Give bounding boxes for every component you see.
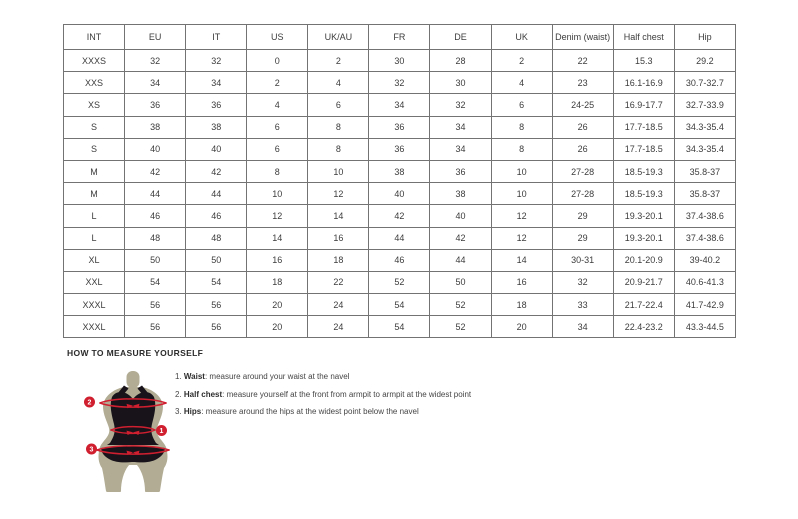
table-cell: 40 (186, 138, 247, 160)
step-number: 2. (175, 389, 184, 399)
table-cell: 26 (552, 138, 613, 160)
table-cell: 50 (430, 271, 491, 293)
table-cell: 36 (125, 94, 186, 116)
table-cell: 21.7-22.4 (613, 294, 674, 316)
table-cell: 32 (430, 94, 491, 116)
table-cell: 36 (186, 94, 247, 116)
table-cell: 30 (430, 72, 491, 94)
measure-body (67, 366, 471, 498)
table-cell: 30 (369, 50, 430, 72)
table-cell: L (64, 205, 125, 227)
table-cell: 29 (552, 227, 613, 249)
measure-step (175, 403, 471, 421)
table-cell: XL (64, 249, 125, 271)
table-cell: 18 (247, 271, 308, 293)
table-cell: XXL (64, 271, 125, 293)
table-cell: 52 (369, 271, 430, 293)
table-cell: 34.3-35.4 (674, 138, 735, 160)
table-cell: 42 (125, 160, 186, 182)
table-cell: 4 (491, 72, 552, 94)
table-cell: 56 (125, 294, 186, 316)
table-cell: 6 (247, 138, 308, 160)
step-label: Hips (183, 407, 202, 416)
measure-steps (175, 368, 471, 498)
table-row (64, 316, 736, 338)
table-cell: 50 (125, 249, 186, 271)
table-cell: S (64, 138, 125, 160)
table-cell: 8 (308, 138, 369, 160)
table-cell: 30.7-32.7 (674, 72, 735, 94)
table-row (64, 116, 736, 138)
table-cell: 14 (247, 227, 308, 249)
table-cell: S (64, 116, 125, 138)
table-cell: 38 (125, 116, 186, 138)
table-cell: 8 (491, 116, 552, 138)
table-cell: 41.7-42.9 (674, 294, 735, 316)
table-cell: 30-31 (552, 249, 613, 271)
table-cell: 19.3-20.1 (613, 227, 674, 249)
table-cell: 34 (552, 316, 613, 338)
table-cell: 12 (308, 183, 369, 205)
table-cell: 10 (247, 183, 308, 205)
measure-step (175, 368, 471, 386)
column-header: UK/AU (308, 25, 369, 50)
table-row (64, 227, 736, 249)
column-header: UK (491, 25, 552, 50)
table-cell: 18.5-19.3 (613, 183, 674, 205)
step-label: Half chest (183, 389, 223, 399)
table-cell: 16.9-17.7 (613, 94, 674, 116)
table-cell: 22 (552, 50, 613, 72)
badge-1-number: 1 (159, 428, 164, 436)
table-cell: 34.3-35.4 (674, 116, 735, 138)
table-row (64, 50, 736, 72)
table-cell: 8 (491, 138, 552, 160)
table-cell: 50 (186, 249, 247, 271)
table-row (64, 205, 736, 227)
table-cell: 14 (491, 249, 552, 271)
table-cell: 46 (125, 205, 186, 227)
column-header: DE (430, 25, 491, 50)
table-cell: XXS (64, 72, 125, 94)
step-text: : measure around your waist at the navel (204, 372, 350, 381)
table-cell: XXXL (64, 316, 125, 338)
table-cell: M (64, 183, 125, 205)
table-cell: 22 (308, 271, 369, 293)
table-cell: 56 (186, 316, 247, 338)
table-cell: 17.7-18.5 (613, 138, 674, 160)
table-cell: 52 (430, 316, 491, 338)
step-text: : measure yourself at the front from armpit to armpit at the widest point (222, 389, 472, 399)
table-cell: 20 (247, 294, 308, 316)
table-cell: 54 (369, 316, 430, 338)
table-cell: 10 (491, 183, 552, 205)
table-cell: M (64, 160, 125, 182)
table-cell: 32 (186, 50, 247, 72)
table-cell: 56 (125, 316, 186, 338)
table-cell: 54 (369, 294, 430, 316)
badge-2-number: 2 (87, 399, 92, 407)
table-cell: 43.3-44.5 (674, 316, 735, 338)
table-cell: XS (64, 94, 125, 116)
column-header: IT (186, 25, 247, 50)
column-header: Hip (674, 25, 735, 50)
table-cell: 37.4-38.6 (674, 205, 735, 227)
table-cell: 29 (552, 205, 613, 227)
table-cell: 26 (552, 116, 613, 138)
table-cell: 27-28 (552, 183, 613, 205)
table-row (64, 249, 736, 271)
table-cell: 40.6-41.3 (674, 271, 735, 293)
table-cell: 16.1-16.9 (613, 72, 674, 94)
step-number: 1. (175, 372, 184, 381)
table-cell: 12 (247, 205, 308, 227)
table-cell: 34 (186, 72, 247, 94)
column-header: FR (369, 25, 430, 50)
table-cell: 35.8-37 (674, 160, 735, 182)
step-text: : measure around the hips at the widest point below the navel (201, 407, 419, 416)
table-cell: 54 (186, 271, 247, 293)
measure-section (67, 348, 471, 498)
table-header-row (64, 25, 736, 50)
table-cell: 17.7-18.5 (613, 116, 674, 138)
table-cell: 32.7-33.9 (674, 94, 735, 116)
table-cell: 10 (308, 160, 369, 182)
table-cell: 16 (247, 249, 308, 271)
table-cell: 40 (430, 205, 491, 227)
table-cell: 37.4-38.6 (674, 227, 735, 249)
mannequin-illustration-icon (83, 370, 188, 498)
table-cell: 36 (430, 160, 491, 182)
table-cell: 6 (247, 116, 308, 138)
table-cell: 24-25 (552, 94, 613, 116)
table-row (64, 72, 736, 94)
table-cell: 27-28 (552, 160, 613, 182)
table-cell: 4 (308, 72, 369, 94)
table-cell: 6 (308, 94, 369, 116)
table-cell: 36 (369, 138, 430, 160)
column-header: Denim (waist) (552, 25, 613, 50)
table-cell: 28 (430, 50, 491, 72)
size-chart-body (64, 50, 736, 338)
measure-step (175, 386, 471, 404)
table-cell: 19.3-20.1 (613, 205, 674, 227)
table-cell: 48 (125, 227, 186, 249)
table-cell: 39-40.2 (674, 249, 735, 271)
table-cell: 34 (430, 116, 491, 138)
table-cell: 56 (186, 294, 247, 316)
table-cell: L (64, 227, 125, 249)
table-cell: 8 (308, 116, 369, 138)
table-cell: 44 (430, 249, 491, 271)
measurement-figure (83, 370, 175, 498)
table-cell: 12 (491, 227, 552, 249)
table-cell: 8 (247, 160, 308, 182)
step-number: 3. (175, 407, 184, 416)
size-chart (63, 24, 736, 338)
table-cell: 35.8-37 (674, 183, 735, 205)
table-cell: 42 (430, 227, 491, 249)
table-cell: 18 (491, 294, 552, 316)
table-cell: 40 (369, 183, 430, 205)
table-cell: 18 (308, 249, 369, 271)
table-cell: 23 (552, 72, 613, 94)
table-cell: 54 (125, 271, 186, 293)
table-row (64, 94, 736, 116)
table-row (64, 183, 736, 205)
table-cell: 2 (247, 72, 308, 94)
table-cell: 20 (491, 316, 552, 338)
table-cell: XXXL (64, 294, 125, 316)
table-cell: 38 (186, 116, 247, 138)
table-cell: 42 (186, 160, 247, 182)
table-cell: 36 (369, 116, 430, 138)
column-header: EU (125, 25, 186, 50)
table-row (64, 294, 736, 316)
table-row (64, 271, 736, 293)
table-cell: 24 (308, 316, 369, 338)
table-cell: 22.4-23.2 (613, 316, 674, 338)
table-cell: 20.1-20.9 (613, 249, 674, 271)
table-cell: 16 (491, 271, 552, 293)
table-cell: 24 (308, 294, 369, 316)
table-cell: 38 (369, 160, 430, 182)
measure-heading: HOW TO MEASURE YOURSELF (67, 348, 204, 358)
table-cell: 34 (430, 138, 491, 160)
table-cell: 12 (491, 205, 552, 227)
badge-3-number: 3 (89, 446, 94, 454)
table-cell: 18.5-19.3 (613, 160, 674, 182)
table-cell: 6 (491, 94, 552, 116)
table-cell: 32 (552, 271, 613, 293)
column-header: Half chest (613, 25, 674, 50)
table-cell: 2 (308, 50, 369, 72)
table-cell: 44 (125, 183, 186, 205)
table-cell: 42 (369, 205, 430, 227)
table-cell: 40 (125, 138, 186, 160)
table-cell: 32 (369, 72, 430, 94)
table-cell: 46 (186, 205, 247, 227)
size-chart-table (63, 24, 736, 338)
table-cell: 14 (308, 205, 369, 227)
table-cell: XXXS (64, 50, 125, 72)
table-cell: 46 (369, 249, 430, 271)
table-cell: 48 (186, 227, 247, 249)
table-row (64, 138, 736, 160)
column-header: US (247, 25, 308, 50)
table-cell: 33 (552, 294, 613, 316)
table-cell: 32 (125, 50, 186, 72)
table-cell: 10 (491, 160, 552, 182)
table-cell: 29.2 (674, 50, 735, 72)
mannequin-neck (127, 371, 140, 388)
table-cell: 38 (430, 183, 491, 205)
table-cell: 15.3 (613, 50, 674, 72)
table-cell: 20 (247, 316, 308, 338)
table-cell: 2 (491, 50, 552, 72)
table-cell: 34 (125, 72, 186, 94)
table-cell: 4 (247, 94, 308, 116)
table-cell: 0 (247, 50, 308, 72)
table-row (64, 160, 736, 182)
table-cell: 52 (430, 294, 491, 316)
table-cell: 44 (369, 227, 430, 249)
table-cell: 20.9-21.7 (613, 271, 674, 293)
step-label: Waist (183, 372, 205, 381)
table-cell: 16 (308, 227, 369, 249)
table-cell: 34 (369, 94, 430, 116)
table-cell: 44 (186, 183, 247, 205)
column-header: INT (64, 25, 125, 50)
